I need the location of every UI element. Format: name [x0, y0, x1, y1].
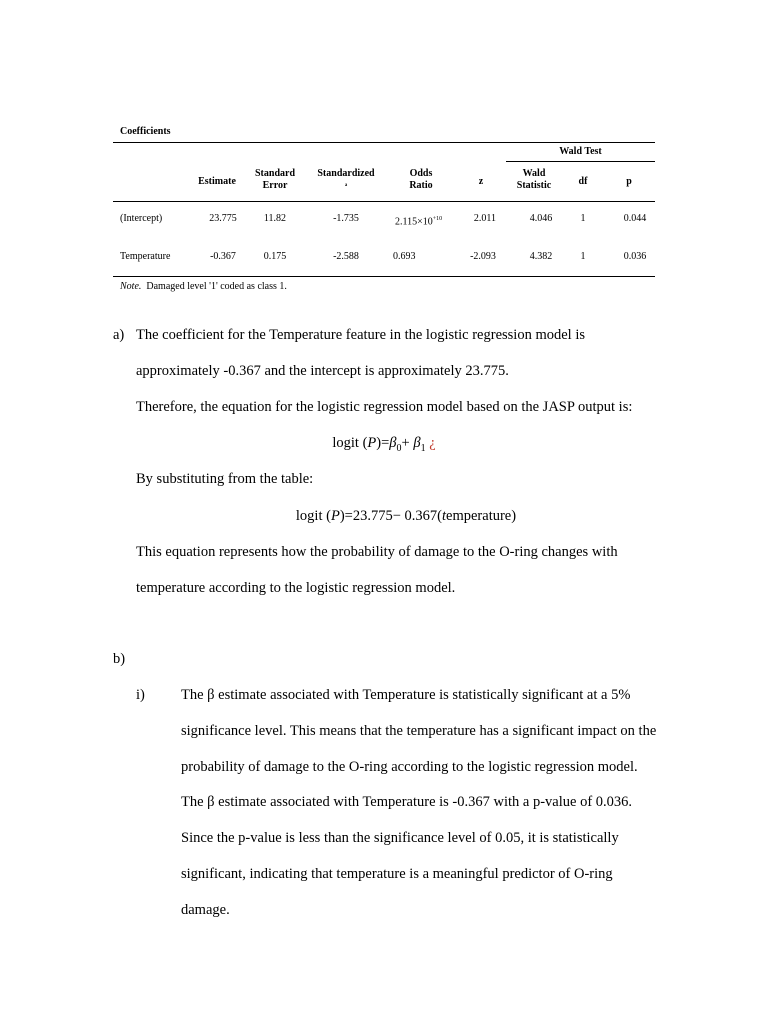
part-b-line-2: significance level. This means that the temperature has a significant impact on the [181, 723, 657, 739]
table-note: Note. Damaged level '1' coded as class 1. [120, 281, 287, 292]
header-standardized: Standardized ᵃ [317, 168, 375, 190]
cell-p: 0.044 [623, 213, 647, 224]
cell-odds-ratio: $2.115\times 10^{+10}$ [395, 216, 443, 228]
part-a-line-2: approximately -0.367 and the intercept is approximately 23.775. [136, 363, 509, 379]
part-b-line-5: Since the p-value is less than the significance level of 0.05, it is statistically [181, 830, 619, 846]
equation-logit-general: logit $(P)=\beta_0+ \beta_1$ ¿ [332, 435, 436, 454]
part-b-line-4: The β estimate associated with Temperature is -0.367 with a p-value of 0.036. [181, 794, 633, 810]
part-a-marker: a) [113, 327, 125, 343]
cell-odds-ratio: 0.693 [393, 251, 416, 262]
cell-estimate: 23.775 [209, 213, 237, 224]
equation-logit-substituted: logit (P)=23.775− 0.367(temperature) [295, 508, 517, 524]
part-b-sub-marker: i) [136, 687, 145, 703]
part-a-line-4: By substituting from the table: [136, 471, 314, 487]
header-z: z [478, 176, 484, 187]
part-b-line-3: probability of damage to the O-ring according to the logistic regression model. [181, 759, 638, 775]
header-estimate: Estimate [198, 176, 236, 187]
part-a-line-6: temperature according to the logistic regression model. [136, 580, 456, 596]
header-odds-ratio: Odds Ratio [409, 168, 433, 191]
part-b-line-6: significant, indicating that temperature is a meaningful predictor of O-ring [181, 866, 613, 882]
cell-term: (Intercept) [120, 213, 163, 224]
part-b-line-1: The β estimate associated with Temperature is statistically significant at a 5% [181, 687, 631, 703]
cell-standardized: -1.735 [333, 213, 359, 224]
cell-wald: 4.382 [529, 251, 553, 262]
part-a-line-5: This equation represents how the probability of damage to the O-ring changes with [136, 544, 618, 560]
cell-df: 1 [580, 251, 586, 262]
cell-df: 1 [580, 213, 586, 224]
part-b-marker: b) [113, 651, 126, 667]
part-b-line-7: damage. [181, 902, 230, 918]
cell-standardized: -2.588 [333, 251, 359, 262]
part-a-line-1: The coefficient for the Temperature feature in the logistic regression model is [136, 327, 585, 343]
cell-estimate: -0.367 [210, 251, 236, 262]
cell-z: 2.011 [473, 213, 497, 224]
header-wald-statistic: Wald Statistic [516, 168, 552, 191]
cell-p: 0.036 [623, 251, 647, 262]
header-standard-error: Standard Error [254, 168, 295, 191]
cell-term: Temperature [120, 251, 171, 262]
cell-standard-error: 11.82 [263, 213, 287, 224]
wald-group-rule [506, 161, 655, 162]
header-df: df [578, 176, 588, 187]
wald-test-group-header: Wald Test [559, 146, 602, 157]
part-a-line-3: Therefore, the equation for the logistic regression model based on the JASP output is: [136, 399, 633, 415]
header-p: p [626, 176, 632, 187]
table-bottom-rule [113, 276, 655, 277]
table-header-rule [113, 201, 655, 202]
table-title: Coefficients [120, 126, 171, 137]
cell-wald: 4.046 [529, 213, 553, 224]
cell-z: -2.093 [470, 251, 496, 262]
cell-standard-error: 0.175 [263, 251, 287, 262]
table-top-rule [113, 142, 655, 143]
